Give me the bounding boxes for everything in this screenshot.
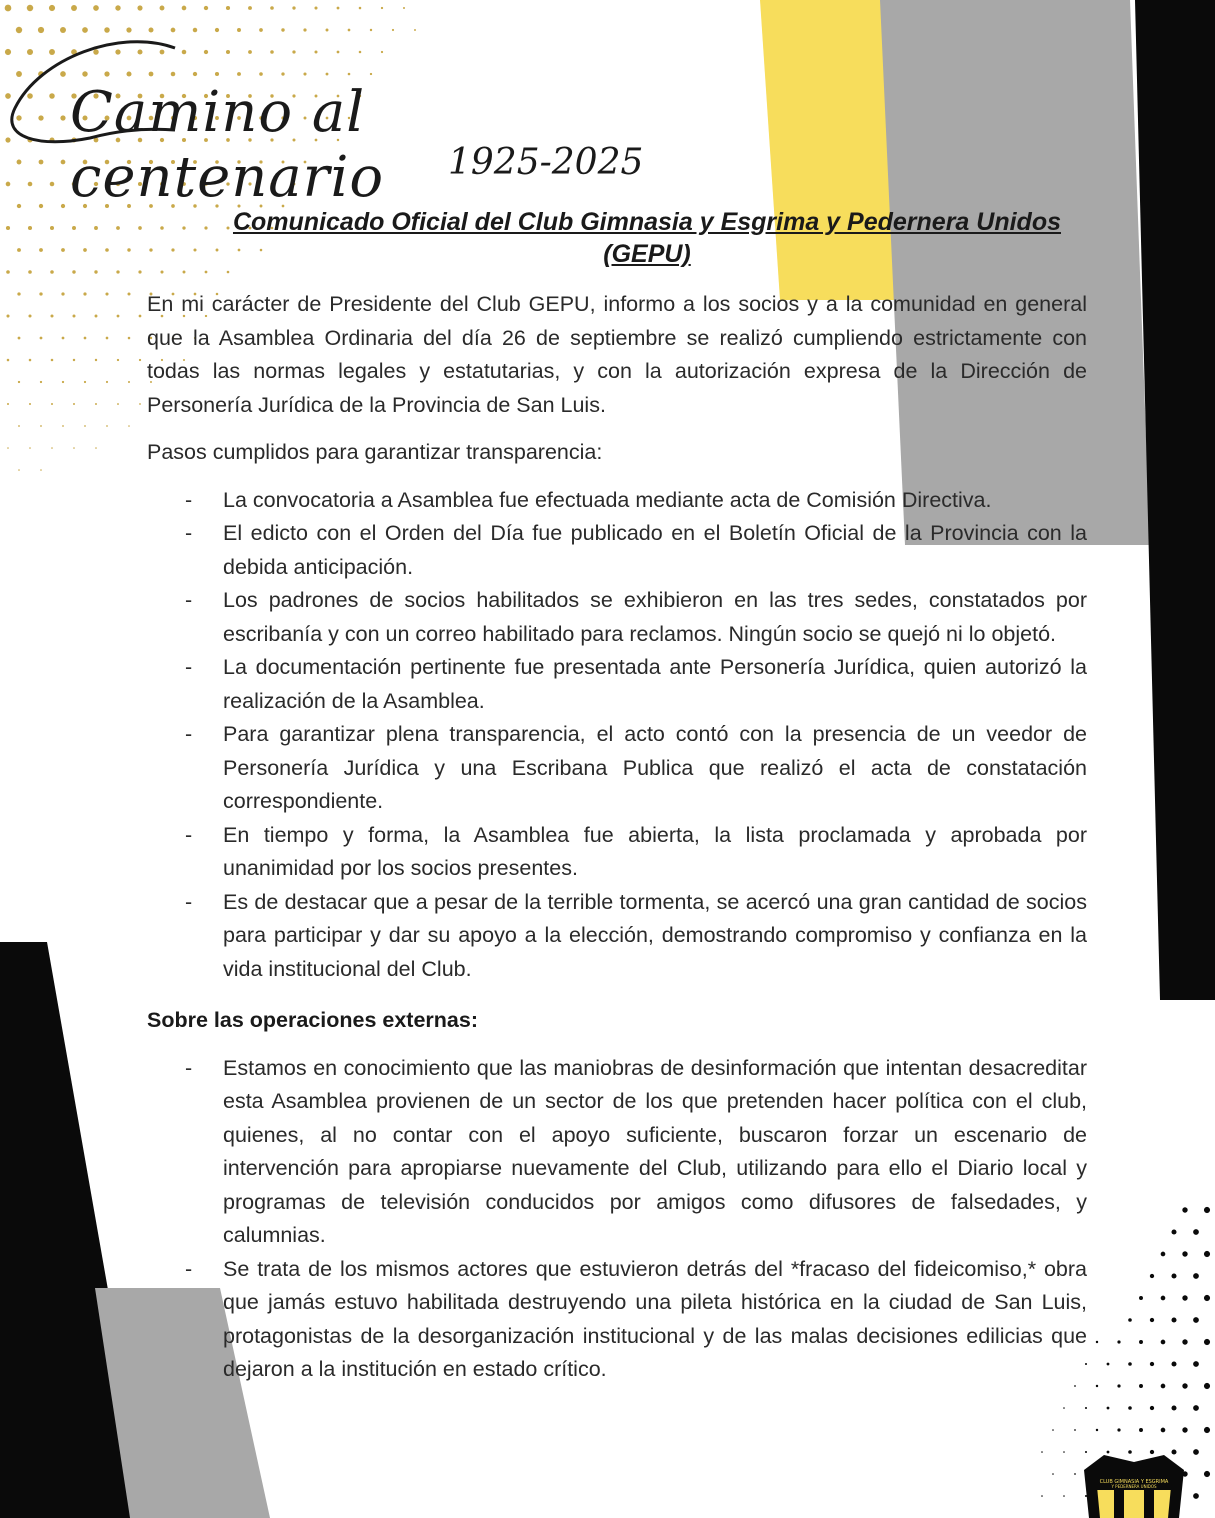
gold-dot: [62, 381, 64, 383]
black-dot: [1204, 1383, 1210, 1389]
gold-dot: [5, 5, 12, 12]
list-item-text: Es de destacar que a pesar de la terrible tormenta, se acercó una gran cantidad de socios para participar y dar su apoyo a la elección, demostrando compromiso y confianza en la vida institucional del Club.: [223, 889, 1087, 981]
black-dot: [1139, 1296, 1143, 1300]
gold-dot: [50, 226, 54, 230]
gold-dot: [73, 359, 75, 361]
bullet-dash: -: [185, 655, 193, 679]
gold-dot: [39, 248, 43, 252]
black-dot: [1096, 1429, 1098, 1431]
black-dot: [1150, 1362, 1154, 1366]
gold-dot: [116, 270, 119, 273]
gold-dot: [6, 314, 9, 317]
bullet-dash: -: [185, 822, 193, 847]
gold-dot: [6, 270, 10, 274]
gold-dot: [61, 292, 64, 295]
gold-dot: [40, 337, 43, 340]
gold-dot: [72, 226, 76, 230]
gold-dot: [105, 292, 108, 295]
list-item-text: Estamos en conocimiento que las maniobras de desinformación que intentan desacreditar esta Asamblea provienen de un sector de los que pretenden hacer política con el club, quienes, al no contar con el apoyo suficiente, buscaron forzar un escenario de intervención para apropiarse nuevamente del Club, utilizando para ello el Diario local y programas de televisión conducidos por amigos como difusores de falsedades, y calumnias.: [223, 1055, 1087, 1247]
gold-dot: [105, 248, 109, 252]
black-dot: [1204, 1295, 1210, 1301]
gold-dot: [50, 270, 54, 274]
black-dot: [1117, 1340, 1120, 1343]
bullet-dash: -: [185, 889, 193, 914]
gold-dot: [95, 359, 97, 361]
black-dot: [1107, 1363, 1110, 1366]
black-dot: [1128, 1318, 1132, 1322]
black-dot: [1204, 1471, 1210, 1477]
black-dot: [1182, 1339, 1187, 1344]
bullet-dash: -: [185, 521, 193, 545]
list-item-text: La documentación pertinente fue presentada ante Personería Jurídica, quien autorizó la realización de la Asamblea.: [223, 655, 1087, 713]
gold-dot: [61, 204, 65, 208]
gold-dot: [226, 6, 230, 10]
list-item-text: Para garantizar plena transparencia, el acto contó con la presencia de un veedor de Personería Jurídica y una Escribana Publica que realizó el acta de constatación correspondiente.: [223, 722, 1087, 813]
list-item: [147, 584, 1087, 651]
list-item-text: Se trata de los mismos actores que estuvieron detrás del *fracaso del fideicomiso,* obra que jamás estuvo habilitada destruyendo una pileta histórica en la ciudad de San Luis, protagonistas de la desorganización institucional y de las malas decisiones edilicias que dejaron a la institución en estado crítico.: [223, 1256, 1087, 1381]
black-dot: [1096, 1341, 1098, 1343]
gold-dot: [94, 270, 97, 273]
black-dot: [1117, 1384, 1120, 1387]
bullet-dash: -: [185, 588, 193, 612]
section1-list: [147, 484, 1087, 987]
list-item: [147, 718, 1087, 819]
black-dot: [1052, 1429, 1054, 1431]
black-dot: [1182, 1427, 1187, 1432]
club-emblem: [1074, 1450, 1194, 1518]
gold-dot: [127, 292, 130, 295]
gold-dot: [139, 359, 141, 361]
gold-dot: [139, 315, 142, 318]
gold-dot: [127, 248, 130, 251]
gold-dot: [403, 7, 405, 9]
black-dot: [1052, 1473, 1054, 1475]
gold-dot: [17, 248, 21, 252]
gold-dot: [73, 447, 75, 449]
gold-dot: [18, 469, 20, 471]
gold-dot: [51, 359, 54, 362]
gold-dot: [71, 5, 77, 11]
gold-dot: [73, 403, 75, 405]
list-item: [147, 484, 1087, 518]
list-item: [147, 1052, 1087, 1253]
gold-dot: [138, 226, 142, 230]
black-dot: [1182, 1251, 1187, 1256]
gold-dot: [204, 6, 208, 10]
gold-dot: [28, 226, 32, 230]
gold-dot: [7, 359, 10, 362]
black-dot: [1193, 1273, 1199, 1279]
gold-dot: [84, 425, 86, 427]
gold-dot: [106, 337, 109, 340]
gold-dot: [106, 425, 108, 427]
black-dot: [1161, 1428, 1166, 1433]
black-dot: [1171, 1405, 1176, 1410]
gold-dot: [18, 425, 20, 427]
gold-dot: [51, 447, 53, 449]
gold-dot: [7, 447, 9, 449]
gold-dot: [39, 292, 42, 295]
black-dot: [1139, 1428, 1143, 1432]
gold-dot: [95, 447, 97, 449]
black-dot: [1204, 1339, 1210, 1345]
black-dot: [1182, 1207, 1187, 1212]
black-dot: [1096, 1385, 1098, 1387]
black-dot: [1150, 1318, 1154, 1322]
gold-dot: [116, 226, 120, 230]
gold-dot: [7, 403, 9, 405]
gold-dot: [40, 469, 42, 471]
gold-dot: [182, 6, 187, 11]
list-item-text: El edicto con el Orden del Día fue publicado en el Boletín Oficial de la Provincia con la debida anticipación.: [223, 521, 1087, 579]
gold-dot: [83, 292, 86, 295]
black-dot: [1193, 1405, 1199, 1411]
gold-dot: [270, 6, 274, 10]
gold-dot: [28, 314, 31, 317]
gold-dot: [128, 425, 130, 427]
gold-dot: [117, 359, 119, 361]
gold-dot: [28, 270, 32, 274]
gold-dot: [62, 337, 65, 340]
gold-dot: [84, 337, 87, 340]
gold-dot: [73, 315, 76, 318]
gold-dot: [95, 403, 97, 405]
black-dot: [1193, 1229, 1199, 1235]
black-dot: [1128, 1362, 1132, 1366]
gold-dot: [51, 403, 53, 405]
gold-dot: [137, 5, 142, 10]
black-dot: [1085, 1407, 1087, 1409]
black-dot: [1161, 1340, 1166, 1345]
intro-paragraph: En mi carácter de Presidente del Club GEPU, informo a los socios y a la comunidad en general que la Asamblea Ordinaria del día 26 de septiembre se realizó cumpliendo estrictamente con todas las normas legales y estatutarias, y con la autorización expresa de la Dirección de Personería Jurídica de la Provincia de San Luis.: [147, 292, 1087, 417]
black-dot: [1171, 1229, 1176, 1234]
gold-dot: [62, 425, 64, 427]
black-dot: [1063, 1495, 1065, 1497]
gold-dot: [18, 381, 20, 383]
bullet-dash: -: [185, 1055, 193, 1080]
black-dot: [1041, 1495, 1043, 1497]
black-dot: [1171, 1317, 1176, 1322]
black-dot: [1150, 1274, 1154, 1278]
black-dot: [1117, 1428, 1120, 1431]
section1-heading: Pasos cumplidos para garantizar transparencia:: [147, 440, 603, 464]
section2-heading: Sobre las operaciones externas:: [147, 1008, 479, 1032]
black-dot: [1150, 1406, 1154, 1410]
centenary-header: [0, 18, 660, 210]
gold-dot: [18, 337, 21, 340]
bullet-dash: -: [185, 487, 193, 512]
list-item: [147, 886, 1087, 987]
list-item-text: La convocatoria a Asamblea fue efectuada mediante acta de Comisión Directiva.: [223, 487, 992, 512]
gold-dot: [72, 270, 75, 273]
black-dot: [1204, 1427, 1210, 1433]
gold-dot: [115, 5, 120, 10]
gold-dot: [160, 6, 165, 11]
gold-dot: [117, 315, 120, 318]
black-dot: [1182, 1383, 1187, 1388]
bullet-dash: -: [185, 1256, 193, 1281]
black-dot: [1161, 1296, 1166, 1301]
document-title: Comunicado Oficial del Club Gimnasia y Esgrima y Pedernera Unidos (GEPU): [232, 208, 1061, 268]
section2-list: [147, 1052, 1087, 1387]
gold-dot: [29, 447, 31, 449]
black-dot: [1074, 1429, 1076, 1431]
gold-dot: [95, 315, 98, 318]
black-dot: [1139, 1340, 1143, 1344]
gold-dot: [40, 381, 42, 383]
gold-dot: [29, 403, 31, 405]
black-dot: [1063, 1407, 1065, 1409]
gold-dot: [50, 314, 53, 317]
black-dot: [1171, 1273, 1176, 1278]
gold-dot: [248, 6, 252, 10]
gold-dot: [381, 7, 383, 9]
list-item: [147, 517, 1087, 584]
black-dot: [1204, 1251, 1210, 1257]
gold-dot: [6, 226, 10, 230]
gold-dot: [93, 5, 99, 11]
gold-dot: [292, 6, 295, 9]
gold-dot: [39, 204, 43, 208]
gold-dot: [106, 381, 108, 383]
list-item: [147, 651, 1087, 718]
black-dot: [1107, 1407, 1110, 1410]
gold-dot: [337, 7, 340, 10]
gold-dot: [27, 5, 33, 11]
black-dot: [1182, 1295, 1187, 1300]
gold-dot: [94, 226, 98, 230]
bullet-dash: -: [185, 722, 193, 746]
black-dot: [1128, 1406, 1132, 1410]
gold-dot: [138, 270, 141, 273]
gold-dot: [139, 403, 141, 405]
gold-dot: [40, 425, 42, 427]
black-dot: [1193, 1317, 1199, 1323]
gold-dot: [359, 7, 362, 10]
gold-dot: [49, 5, 55, 11]
script-title: Camino al centenario: [70, 80, 385, 210]
gold-dot: [128, 337, 131, 340]
gold-dot: [314, 6, 317, 9]
gold-dot: [17, 292, 20, 295]
gold-dot: [17, 204, 21, 208]
gold-dot: [128, 381, 130, 383]
black-dot: [1204, 1207, 1210, 1213]
emblem-text-1: CLUB GIMNASIA Y ESGRIMA: [1099, 1479, 1169, 1485]
gold-dot: [61, 248, 65, 252]
black-dot: [1041, 1451, 1043, 1453]
black-dot: [1161, 1252, 1166, 1257]
emblem-text-2: Y PEDERNERA UNIDOS: [1111, 1484, 1157, 1489]
list-item: [147, 819, 1087, 886]
gold-dot: [117, 403, 119, 405]
gold-dot: [84, 381, 86, 383]
list-item-text: Los padrones de socios habilitados se exhibieron en las tres sedes, constatados por escribanía y con un correo habilitado para reclamos. Ningún socio se quejó ni lo objetó.: [223, 588, 1087, 646]
script-years: 1925-2025: [448, 142, 644, 183]
list-item: [147, 1253, 1087, 1387]
list-item-text: En tiempo y forma, la Asamblea fue abierta, la lista proclamada y aprobada por unanimidad por los socios presentes.: [223, 822, 1087, 880]
black-dot: [1139, 1384, 1143, 1388]
black-dot: [1193, 1361, 1199, 1367]
black-dot: [1063, 1451, 1065, 1453]
black-dot: [1161, 1384, 1166, 1389]
gold-dot: [29, 359, 32, 362]
black-dot: [1171, 1361, 1176, 1366]
gold-dot: [83, 248, 87, 252]
document-body: [147, 206, 1087, 1405]
